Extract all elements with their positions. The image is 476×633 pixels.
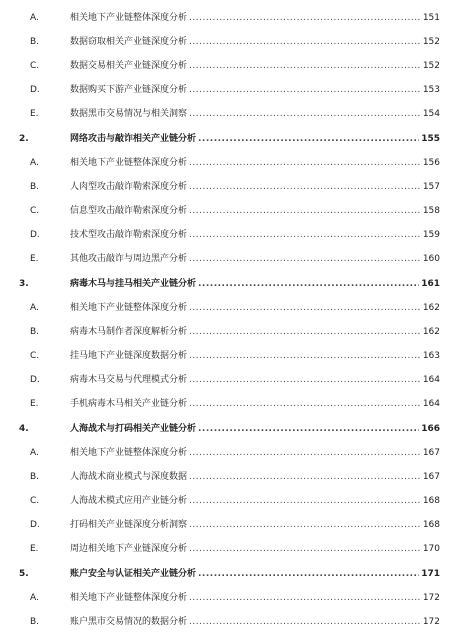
toc-entry-number: E.: [30, 399, 39, 409]
dot-leader: [189, 204, 421, 218]
toc-section-row[interactable]: [0, 249, 476, 269]
toc-entry-link[interactable]: [70, 591, 440, 605]
toc-entry-title: 数据黑市交易情况与相关洞察: [70, 109, 188, 119]
toc-entry-number: B.: [30, 182, 40, 192]
toc-section-row[interactable]: [0, 104, 476, 124]
toc-section-row[interactable]: [0, 322, 476, 342]
dot-leader: [189, 180, 421, 194]
dot-leader: [189, 325, 421, 339]
dot-leader: [189, 35, 421, 49]
toc-entry-title: 相关地下产业链整体深度分析: [70, 448, 188, 458]
toc-entry-link[interactable]: [70, 470, 440, 484]
toc-entry-link[interactable]: [70, 422, 440, 436]
toc-entry-page-number: 163: [422, 351, 440, 361]
toc-entry-page-number: 158: [422, 206, 440, 216]
toc-section-row[interactable]: [0, 443, 476, 463]
toc-entry-number: D.: [30, 85, 40, 95]
dot-leader: [198, 132, 419, 146]
toc-entry-number: B.: [30, 617, 40, 627]
toc-section-row[interactable]: [0, 298, 476, 318]
toc-entry-link[interactable]: [70, 567, 440, 581]
toc-section-row[interactable]: [0, 225, 476, 245]
toc-entry-title: 其他攻击敲诈与周边黑产分析: [70, 254, 188, 264]
toc-entry-number: E.: [30, 109, 39, 119]
toc-entry-link[interactable]: [70, 494, 440, 508]
toc-entry-page-number: 152: [422, 61, 440, 71]
toc-entry-link[interactable]: [70, 446, 440, 460]
toc-section-row[interactable]: [0, 394, 476, 414]
toc-entry-link[interactable]: [70, 542, 440, 556]
toc-entry-link[interactable]: [70, 59, 440, 73]
toc-entry-number: 4.: [19, 424, 29, 434]
dot-leader: [189, 542, 421, 556]
toc-section-row[interactable]: [0, 370, 476, 390]
toc-entry-title: 相关地下产业链整体深度分析: [70, 303, 188, 313]
toc-entry-number: 3.: [19, 279, 29, 289]
toc-entry-number: A.: [30, 13, 39, 23]
toc-entry-title: 数据购买下游产业链深度分析: [70, 85, 188, 95]
dot-leader: [198, 422, 419, 436]
toc-entry-link[interactable]: [70, 325, 440, 339]
dot-leader: [189, 470, 421, 484]
toc-entry-number: E.: [30, 544, 39, 554]
toc-entry-number: D.: [30, 230, 40, 240]
toc-entry-page-number: 151: [422, 13, 440, 23]
toc-section-row[interactable]: [0, 153, 476, 173]
toc-entry-page-number: 166: [421, 424, 440, 434]
toc-entry-page-number: 153: [422, 85, 440, 95]
toc-entry-title: 人海战术商业模式与深度数据: [70, 472, 188, 482]
toc-entry-title: 账户安全与认证相关产业链分析: [70, 569, 197, 579]
toc-entry-title: 数据交易相关产业链深度分析: [70, 61, 188, 71]
toc-entry-title: 病毒木马交易与代理模式分析: [70, 375, 188, 385]
toc-entry-link[interactable]: [70, 228, 440, 242]
dot-leader: [189, 615, 421, 629]
toc-entry-number: D.: [30, 375, 40, 385]
toc-entry-page-number: 172: [422, 593, 440, 603]
toc-entry-link[interactable]: [70, 277, 440, 291]
toc-entry-page-number: 170: [422, 544, 440, 554]
toc-entry-number: A.: [30, 158, 39, 168]
toc-entry-link[interactable]: [70, 35, 440, 49]
toc-entry-number: B.: [30, 472, 40, 482]
toc-section-row[interactable]: [0, 515, 476, 535]
toc-entry-page-number: 167: [422, 448, 440, 458]
toc-entry-link[interactable]: [70, 301, 440, 315]
dot-leader: [189, 518, 421, 532]
toc-entry-link[interactable]: [70, 397, 440, 411]
toc-entry-title: 相关地下产业链整体深度分析: [70, 158, 188, 168]
toc-entry-page-number: 161: [421, 279, 440, 289]
toc-entry-page-number: 168: [422, 520, 440, 530]
toc-entry-page-number: 155: [421, 134, 440, 144]
toc-entry-title: 相关地下产业链整体深度分析: [70, 593, 188, 603]
toc-entry-title: 人海战术与打码相关产业链分析: [70, 424, 197, 434]
toc-entry-number: 2.: [19, 134, 29, 144]
toc-entry-title: 病毒木马与挂马相关产业链分析: [70, 279, 197, 289]
toc-entry-number: 5.: [19, 569, 29, 579]
dot-leader: [189, 228, 421, 242]
toc-entry-page-number: 154: [422, 109, 440, 119]
toc-entry-number: B.: [30, 37, 40, 47]
toc-entry-page-number: 162: [422, 327, 440, 337]
toc-entry-page-number: 168: [422, 496, 440, 506]
toc-section-row[interactable]: [0, 612, 476, 632]
toc-entry-number: E.: [30, 254, 39, 264]
toc-entry-title: 数据窃取相关产业链深度分析: [70, 37, 188, 47]
toc-chapter-row[interactable]: [0, 274, 476, 294]
toc-entry-link[interactable]: [70, 11, 440, 25]
toc-section-row[interactable]: [0, 467, 476, 487]
toc-section-row[interactable]: [0, 346, 476, 366]
toc-entry-title: 技术型攻击敲诈勒索深度分析: [70, 230, 188, 240]
toc-entry-page-number: 162: [422, 303, 440, 313]
toc-entry-link[interactable]: [70, 349, 440, 363]
toc-entry-title: 相关地下产业链整体深度分析: [70, 13, 188, 23]
dot-leader: [198, 567, 419, 581]
toc-section-row[interactable]: [0, 8, 476, 28]
toc-chapter-row[interactable]: [0, 129, 476, 149]
toc-entry-link[interactable]: [70, 518, 440, 532]
toc-chapter-row[interactable]: [0, 419, 476, 439]
toc-entry-title: 手机病毒木马相关产业链分析: [70, 399, 188, 409]
toc-section-row[interactable]: [0, 201, 476, 221]
toc-entry-number: A.: [30, 593, 39, 603]
toc-entry-number: C.: [30, 206, 40, 216]
toc-entry-page-number: 159: [422, 230, 440, 240]
dot-leader: [189, 349, 421, 363]
toc-entry-title: 信息型攻击敲诈勒索深度分析: [70, 206, 188, 216]
toc-entry-number: D.: [30, 520, 40, 530]
toc-entry-page-number: 172: [422, 617, 440, 627]
toc-entry-title: 人海战术模式应用产业链分析: [70, 496, 188, 506]
toc-entry-link[interactable]: [70, 132, 440, 146]
toc-entry-link[interactable]: [70, 83, 440, 97]
dot-leader: [189, 83, 421, 97]
toc-entry-title: 账户黑市交易情况的数据分析: [70, 617, 188, 627]
toc-entry-number: A.: [30, 303, 39, 313]
toc-entry-title: 周边相关地下产业链深度分析: [70, 544, 188, 554]
dot-leader: [189, 252, 421, 266]
toc-section-row[interactable]: [0, 539, 476, 559]
dot-leader: [189, 59, 421, 73]
toc-entry-link[interactable]: [70, 107, 440, 121]
toc-section-row[interactable]: [0, 588, 476, 608]
dot-leader: [189, 446, 421, 460]
toc-entry-title: 网络攻击与敲诈相关产业链分析: [70, 134, 197, 144]
toc-chapter-row[interactable]: [0, 564, 476, 584]
toc-entry-link[interactable]: [70, 156, 440, 170]
toc-entry-page-number: 157: [422, 182, 440, 192]
toc-entry-number: C.: [30, 496, 40, 506]
dot-leader: [189, 107, 421, 121]
dot-leader: [189, 11, 421, 25]
toc-entry-title: 打码相关产业链深度分析洞察: [70, 520, 188, 530]
toc-entry-number: C.: [30, 351, 40, 361]
dot-leader: [198, 277, 419, 291]
toc-entry-title: 病毒木马制作者深度解析分析: [70, 327, 188, 337]
dot-leader: [189, 397, 421, 411]
dot-leader: [189, 373, 421, 387]
toc-entry-link[interactable]: [70, 252, 440, 266]
toc-entry-link[interactable]: [70, 373, 440, 387]
toc-entry-number: B.: [30, 327, 40, 337]
toc-entry-page-number: 164: [422, 375, 440, 385]
toc-entry-page-number: 156: [422, 158, 440, 168]
toc-section-row[interactable]: [0, 177, 476, 197]
toc-entry-page-number: 167: [422, 472, 440, 482]
toc-entry-title: 人肉型攻击敲诈勒索深度分析: [70, 182, 188, 192]
toc-entry-page-number: 160: [422, 254, 440, 264]
toc-entry-page-number: 152: [422, 37, 440, 47]
toc-entry-link[interactable]: [70, 615, 440, 629]
toc-entry-number: C.: [30, 61, 40, 71]
toc-section-row[interactable]: [0, 32, 476, 52]
dot-leader: [189, 301, 421, 315]
dot-leader: [189, 591, 421, 605]
toc-entry-page-number: 171: [421, 569, 440, 579]
toc-entry-number: A.: [30, 448, 39, 458]
dot-leader: [189, 156, 421, 170]
toc-section-row[interactable]: [0, 56, 476, 76]
toc-entry-link[interactable]: [70, 204, 440, 218]
toc-entry-page-number: 164: [422, 399, 440, 409]
dot-leader: [189, 494, 421, 508]
toc-section-row[interactable]: [0, 80, 476, 100]
toc-entry-title: 挂马地下产业链深度数据分析: [70, 351, 188, 361]
toc-entry-link[interactable]: [70, 180, 440, 194]
toc-section-row[interactable]: [0, 491, 476, 511]
